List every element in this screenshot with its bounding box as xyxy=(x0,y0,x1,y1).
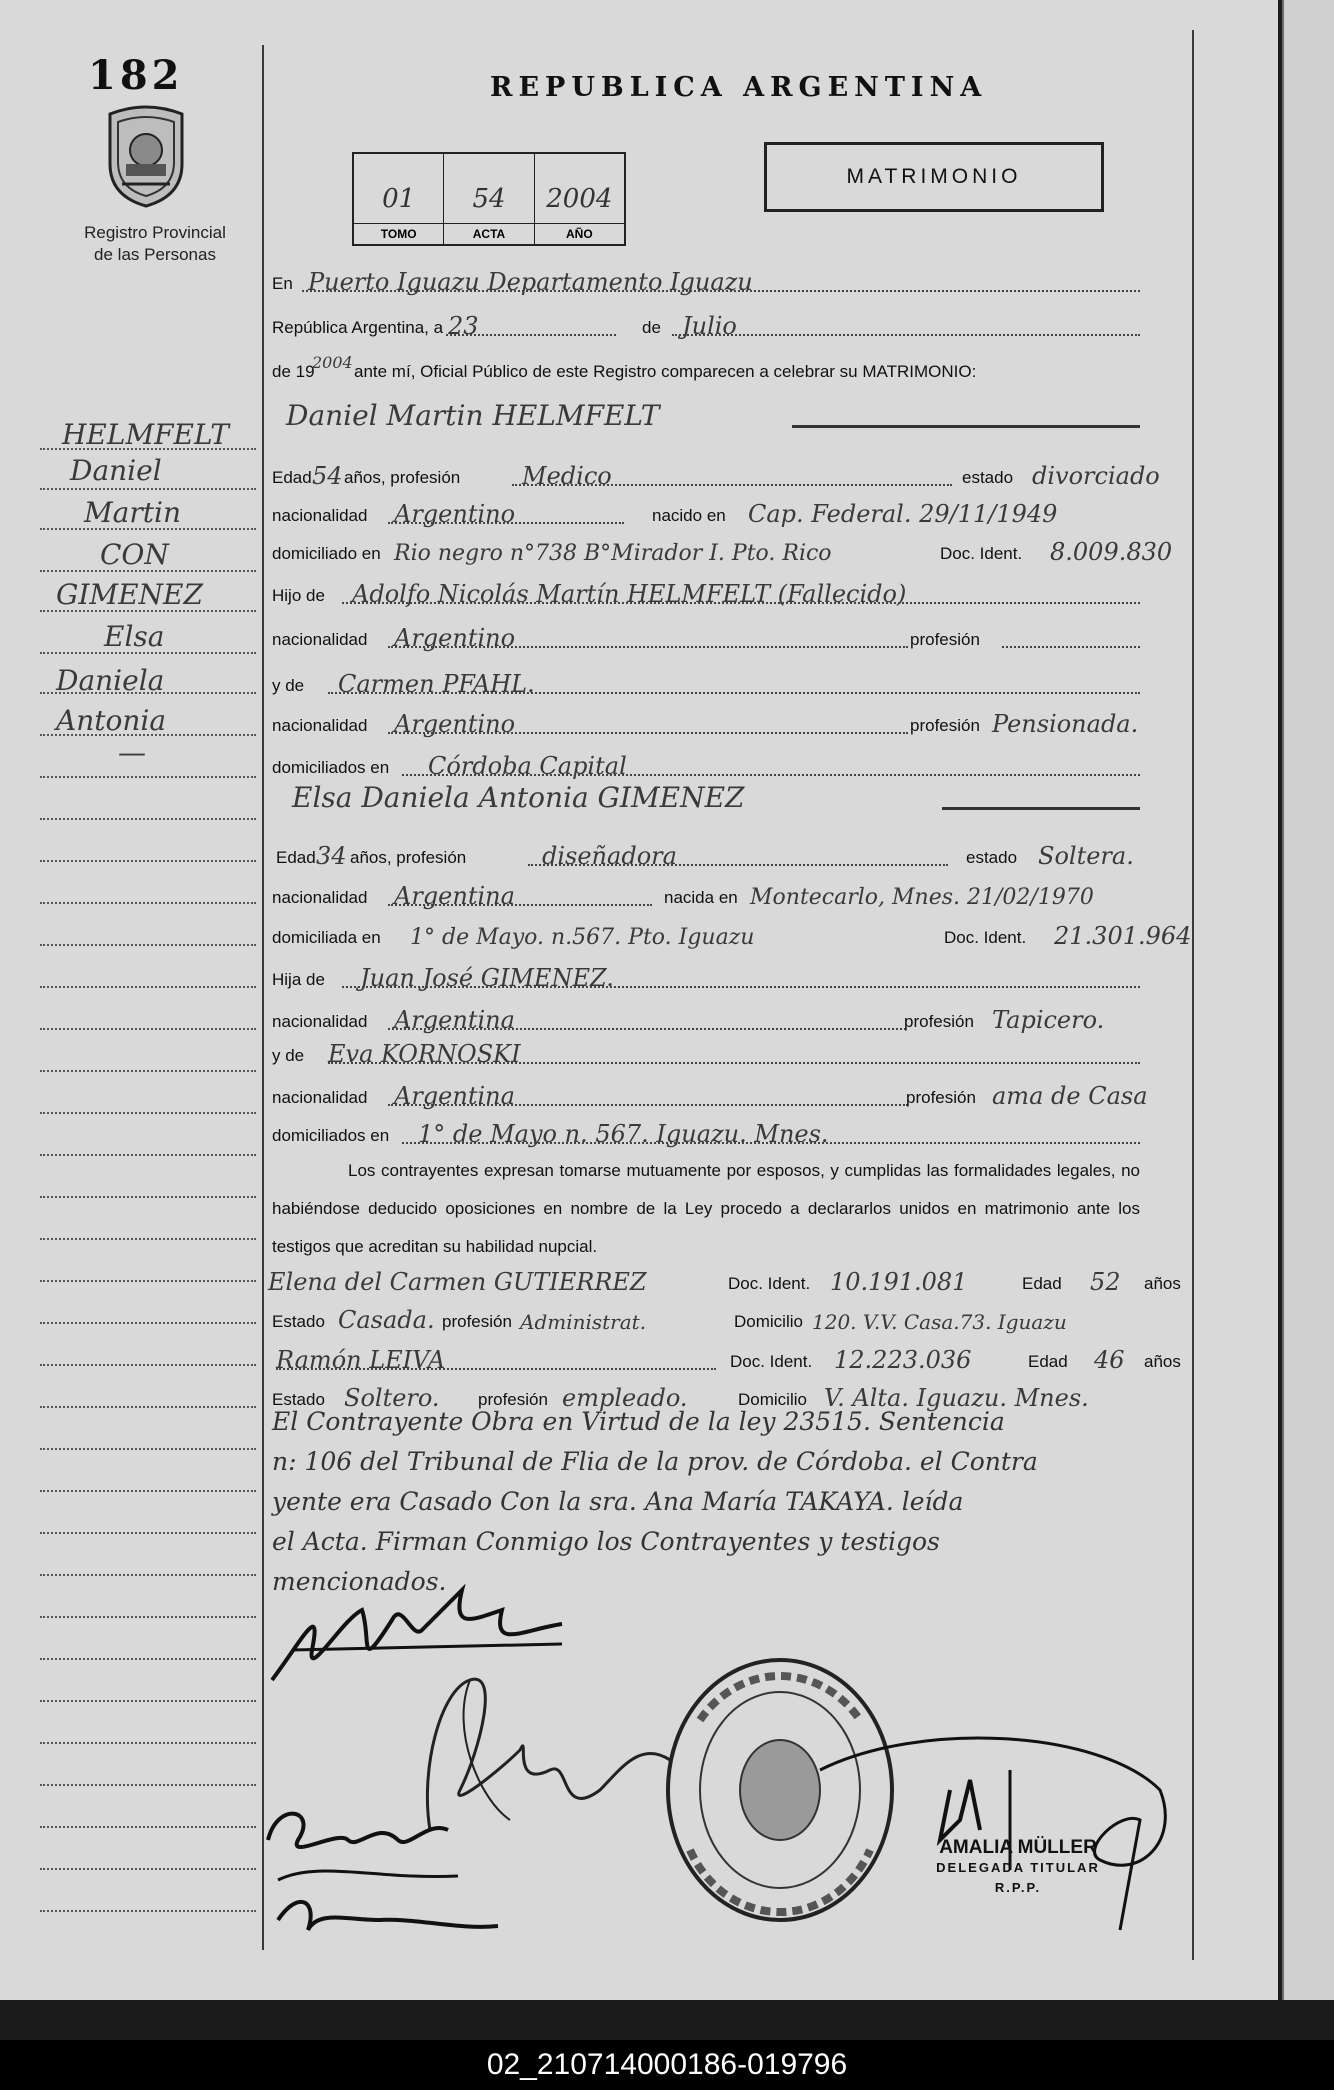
bride-age: 34 xyxy=(316,842,347,870)
bride-mother-row xyxy=(272,1034,1140,1070)
groom-mother-profession: Pensionada. xyxy=(992,710,1139,738)
dotted-line xyxy=(672,334,1140,336)
estado-label: Estado xyxy=(272,1312,325,1331)
margin-line xyxy=(40,776,256,778)
margin-line xyxy=(40,1154,256,1156)
witness2-status: Soltero. xyxy=(344,1384,440,1412)
witness1-row xyxy=(268,1262,1181,1298)
groom-name: Daniel Martin HELMFELT xyxy=(286,399,660,432)
margin-line xyxy=(40,1574,256,1576)
tomo-value: 01 xyxy=(382,184,416,214)
dotted-line xyxy=(342,986,1140,988)
witness2-address: V. Alta. Iguazu. Mnes. xyxy=(824,1384,1089,1412)
year-prefix: de 19 xyxy=(272,362,315,381)
margin-line xyxy=(40,1826,256,1828)
republica-label: República Argentina, a xyxy=(272,318,444,337)
anos-label: años xyxy=(1144,1274,1181,1293)
y-de-label: y de xyxy=(272,676,305,695)
margin-line xyxy=(40,652,256,654)
registry-name xyxy=(55,222,255,266)
witness2-doc: 12.223.036 xyxy=(834,1346,972,1374)
note-line: El Contrayente Obra en Virtud de la ley 23515. Sentencia xyxy=(272,1407,1005,1436)
bride-address: 1° de Mayo. n.567. Pto. Iguazu xyxy=(410,925,755,950)
groom-father-nat-row xyxy=(272,618,1140,654)
margin-line xyxy=(40,734,256,736)
groom-mother: Carmen PFAHL. xyxy=(338,670,535,698)
nacionalidad-label: nacionalidad xyxy=(272,1088,368,1107)
tomo-cell xyxy=(354,154,444,244)
domiciliado-label: domiciliado en xyxy=(272,544,381,563)
bride-parents-address: 1° de Mayo n. 567. Iguazu. Mnes. xyxy=(418,1120,829,1148)
profesion-label: profesión xyxy=(910,716,980,735)
groom-status: divorciado xyxy=(1032,462,1160,490)
estado-label: estado xyxy=(966,848,1018,867)
doc-label: Doc. Ident. xyxy=(730,1352,813,1371)
dotted-line xyxy=(342,602,1140,604)
margin-line xyxy=(40,1448,256,1450)
dotted-line xyxy=(792,425,1140,428)
dotted-line xyxy=(276,1368,716,1370)
page-number: 182 xyxy=(88,52,184,99)
witness1-age: 52 xyxy=(1090,1268,1121,1296)
official-org: R.P.P. xyxy=(994,1880,1042,1895)
dotted-line xyxy=(446,334,616,336)
dotted-line xyxy=(388,646,908,648)
dotted-line xyxy=(512,484,952,486)
margin-line xyxy=(40,1406,256,1408)
dotted-line xyxy=(402,774,1140,776)
margin-line xyxy=(40,1196,256,1198)
edad-label: Edad xyxy=(272,468,312,487)
groom-mother-nationality: Argentino xyxy=(394,710,516,738)
acta-label: ACTA xyxy=(444,223,533,244)
act-type-box: MATRIMONIO xyxy=(764,142,1104,212)
bride-nationality: Argentina xyxy=(394,882,515,910)
bride-doc: 21.301.964 xyxy=(1054,922,1192,950)
note-line: yente era Casado Con la sra. Ana María TAKAYA. leída xyxy=(272,1487,964,1516)
groom-age: 54 xyxy=(312,462,343,490)
bride-mother-profession: ama de Casa xyxy=(992,1082,1148,1110)
margin-line xyxy=(40,1238,256,1240)
margin-name-3: Elsa xyxy=(104,620,165,653)
bride-mother: Eva KORNOSKI xyxy=(328,1040,521,1068)
official-stamp xyxy=(918,1838,1118,1898)
adjacent-page-edge xyxy=(1282,0,1334,2000)
margin-line xyxy=(40,692,256,694)
margin-line xyxy=(40,1364,256,1366)
groom-address-row xyxy=(272,532,1173,568)
bride-nationality-row xyxy=(272,876,1140,912)
margin-name-1: Daniel xyxy=(70,454,162,487)
intro-place-row xyxy=(272,262,1140,298)
margin-line xyxy=(40,1112,256,1114)
groom-address: Rio negro n°738 B°Mirador I. Pto. Rico xyxy=(394,541,832,566)
intro-date-row xyxy=(272,306,1140,342)
dotted-line xyxy=(388,732,908,734)
statement-text: ante mí, Oficial Público de este Registro comparecen a celebrar su MATRIMONIO: xyxy=(354,362,977,381)
groom-mother-nat-row xyxy=(272,704,1140,740)
margin-line xyxy=(40,570,256,572)
place-value: Puerto Iguazu Departamento Iguazu xyxy=(308,268,753,296)
hija-label: Hija de xyxy=(272,970,325,989)
margin-line xyxy=(40,1700,256,1702)
dotted-line xyxy=(402,1142,1140,1144)
day-value: 23 xyxy=(448,312,479,340)
profesion-label: profesión xyxy=(442,1312,512,1331)
acta-value: 54 xyxy=(472,184,506,214)
declaration-text: Los contrayentes expresan tomarse mutuamente por esposos, y cumplidas las formalidades legales, no habiéndose deducido oposiciones en nombre de la Ley procedo a declararlos unidos en matrimonio ante los testigos que acreditan su habilidad nupcial. xyxy=(272,1161,1140,1256)
margin-con: CON xyxy=(100,538,169,571)
margin-line xyxy=(40,1742,256,1744)
dotted-line xyxy=(388,1104,908,1106)
margin-name-5: Antonia xyxy=(56,704,167,737)
ano-cell xyxy=(535,154,624,244)
profesion-label: profesión xyxy=(904,1012,974,1031)
witness1-status: Casada. xyxy=(338,1306,435,1334)
scan-id-footer: 02_210714000186-019796 xyxy=(0,2040,1334,2090)
month-value: Julio xyxy=(682,312,737,340)
year-value: 2004 xyxy=(312,353,353,372)
groom-name-row xyxy=(272,398,1140,434)
margin-line xyxy=(40,818,256,820)
edad-label: Edad xyxy=(1028,1352,1068,1371)
margin-line xyxy=(40,1280,256,1282)
groom-nationality: Argentino xyxy=(394,500,516,528)
note-line: el Acta. Firman Conmigo los Contrayentes y testigos xyxy=(272,1527,940,1556)
nacido-label: nacido en xyxy=(652,506,726,525)
doc-label: Doc. Ident. xyxy=(944,928,1027,947)
margin-line xyxy=(40,1028,256,1030)
bride-mother-nationality: Argentina xyxy=(394,1082,515,1110)
witness2-profession: empleado. xyxy=(562,1384,688,1412)
groom-doc: 8.009.830 xyxy=(1050,538,1173,566)
hijo-label: Hijo de xyxy=(272,586,325,605)
official-name: AMALIA MÜLLER xyxy=(939,1837,1097,1858)
groom-father: Adolfo Nicolás Martín HELMFELT (Fallecido) xyxy=(352,580,907,608)
witness2-age: 46 xyxy=(1094,1346,1125,1374)
margin-line xyxy=(40,528,256,530)
y-de-label: y de xyxy=(272,1046,305,1065)
nacionalidad-label: nacionalidad xyxy=(272,630,368,649)
note-line: mencionados. xyxy=(272,1567,447,1596)
dotted-line xyxy=(328,1062,1140,1064)
groom-parents-address-row xyxy=(272,746,1140,782)
margin-line xyxy=(40,448,256,450)
witness1-doc: 10.191.081 xyxy=(830,1268,968,1296)
dotted-line xyxy=(1002,646,1140,648)
domiciliados-label: domiciliados en xyxy=(272,1126,390,1145)
profesion-label: profesión xyxy=(910,630,980,649)
country-title: REPUBLICA ARGENTINA xyxy=(490,72,988,103)
groom-nationality-row xyxy=(272,494,1140,530)
nacida-label: nacida en xyxy=(664,888,738,907)
domicilio-label: Domicilio xyxy=(734,1312,803,1331)
margin-line xyxy=(40,1070,256,1072)
margin-line xyxy=(40,1616,256,1618)
bride-mother-nat-row xyxy=(272,1076,1148,1112)
witness-signatures-icon xyxy=(258,1780,518,1960)
margin-line xyxy=(40,1490,256,1492)
dotted-line xyxy=(328,692,1140,694)
estado-label: estado xyxy=(962,468,1014,487)
margin-line xyxy=(40,1784,256,1786)
margin-line xyxy=(40,986,256,988)
official-signature-icon xyxy=(800,1710,1180,1940)
registry-line-1: Registro Provincial xyxy=(84,223,226,242)
margin-line xyxy=(40,1322,256,1324)
bride-father: Juan José GIMENEZ. xyxy=(360,964,614,992)
profesion-label: años, profesión xyxy=(344,468,461,487)
dotted-line xyxy=(302,290,1140,292)
groom-birth: Cap. Federal. 29/11/1949 xyxy=(748,500,1058,528)
margin-line xyxy=(40,1910,256,1912)
groom-profession: Medico xyxy=(522,462,612,490)
margin-line xyxy=(40,902,256,904)
domiciliada-label: domiciliada en xyxy=(272,928,381,947)
groom-mother-row xyxy=(272,664,1140,700)
groom-father-nationality: Argentino xyxy=(394,624,516,652)
bride-name: Elsa Daniela Antonia GIMENEZ xyxy=(292,781,745,814)
margin-surname-1: HELMFELT xyxy=(62,418,229,451)
groom-parents-address: Córdoba Capital xyxy=(428,752,627,780)
witness1-detail-row xyxy=(272,1300,1140,1336)
act-number-box xyxy=(352,152,626,246)
registry-line-2: de las Personas xyxy=(94,245,216,264)
profesion-label: profesión xyxy=(906,1088,976,1107)
dotted-line xyxy=(388,1028,906,1030)
margin-name-4: Daniela xyxy=(56,664,165,697)
nacionalidad-label: nacionalidad xyxy=(272,1012,368,1031)
bride-age-row xyxy=(272,836,1140,872)
dotted-line xyxy=(388,522,624,524)
ano-label: AÑO xyxy=(535,223,624,244)
bride-name-row xyxy=(272,780,1140,816)
witness2-row xyxy=(272,1340,1181,1376)
bride-father-nationality: Argentina xyxy=(394,1006,515,1034)
doc-label: Doc. Ident. xyxy=(728,1274,811,1293)
doc-label: Doc. Ident. xyxy=(940,544,1023,563)
note-line: n: 106 del Tribunal de Flia de la prov. de Córdoba. el Contra xyxy=(272,1447,1038,1476)
anos-label: años xyxy=(1144,1352,1181,1371)
estado-label: Estado xyxy=(272,1390,325,1409)
profesion-label: profesión xyxy=(478,1390,548,1409)
nacionalidad-label: nacionalidad xyxy=(272,506,368,525)
en-label: En xyxy=(272,274,293,293)
margin-line xyxy=(40,1532,256,1534)
margin-line xyxy=(40,860,256,862)
edad-label: Edad xyxy=(1022,1274,1062,1293)
bride-address-row xyxy=(272,916,1192,952)
margin-line xyxy=(40,488,256,490)
witness1-profession: Administrat. xyxy=(520,1310,647,1334)
de-label: de xyxy=(642,318,661,337)
nacionalidad-label: nacionalidad xyxy=(272,888,368,907)
dotted-line xyxy=(942,807,1140,810)
margin-name-2: Martin xyxy=(84,496,181,529)
domiciliados-label: domiciliados en xyxy=(272,758,390,777)
groom-father-row xyxy=(272,574,1140,610)
witness2-name: Ramón LEIVA xyxy=(276,1346,446,1374)
bride-father-profession: Tapicero. xyxy=(992,1006,1105,1034)
bride-status: Soltera. xyxy=(1038,842,1134,870)
margin-surname-2: GIMENEZ xyxy=(56,578,203,611)
bride-father-row xyxy=(272,958,1140,994)
intro-statement-row xyxy=(272,350,1140,386)
right-margin-rule xyxy=(1192,30,1194,1960)
ano-value: 2004 xyxy=(546,184,613,214)
margin-line xyxy=(40,1868,256,1870)
bride-birth: Montecarlo, Mnes. 21/02/1970 xyxy=(750,885,1094,910)
witness1-address: 120. V.V. Casa.73. Iguazu xyxy=(812,1310,1067,1334)
nacionalidad-label: nacionalidad xyxy=(272,716,368,735)
acta-cell xyxy=(444,154,534,244)
groom-age-row xyxy=(272,456,1160,492)
bride-profession: diseñadora xyxy=(542,842,677,870)
bride-parents-address-row xyxy=(272,1114,1140,1150)
official-title: DELEGADA TITULAR xyxy=(936,1860,1100,1875)
bride-father-nat-row xyxy=(272,1000,1140,1036)
dotted-line xyxy=(388,904,652,906)
margin-dash: — xyxy=(118,736,146,769)
witness1-name: Elena del Carmen GUTIERREZ xyxy=(268,1268,647,1296)
tomo-label: TOMO xyxy=(354,223,443,244)
margin-line xyxy=(40,610,256,612)
edad-label: Edad xyxy=(276,848,316,867)
margin-line xyxy=(40,944,256,946)
profesion-label: años, profesión xyxy=(350,848,467,867)
margin-line xyxy=(40,1658,256,1660)
notes-block xyxy=(272,1402,1140,1602)
provincial-seal-icon xyxy=(102,104,190,208)
dotted-line xyxy=(528,864,948,866)
domicilio-label: Domicilio xyxy=(738,1390,807,1409)
